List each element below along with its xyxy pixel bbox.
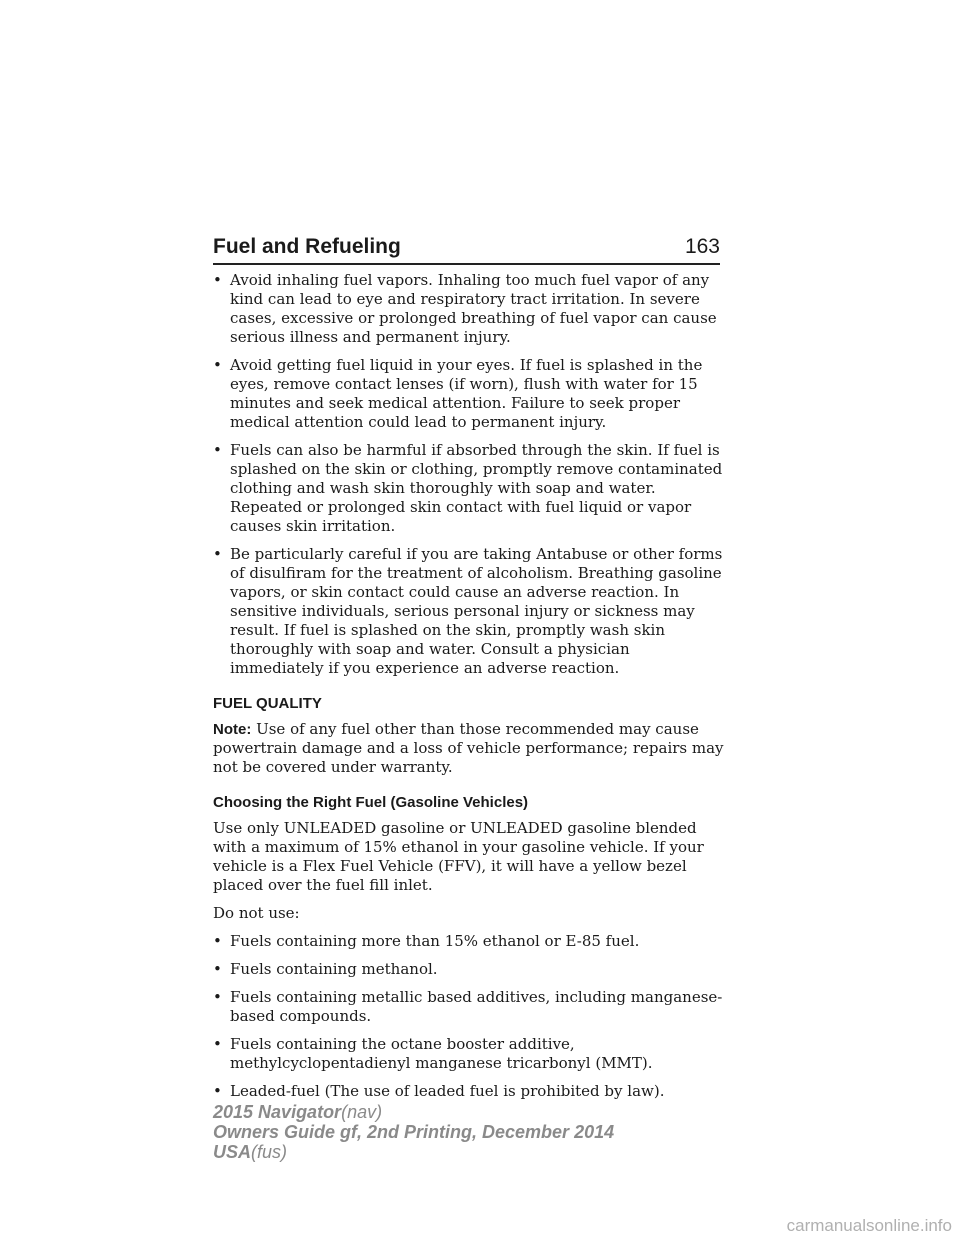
list-item-text: Avoid getting fuel liquid in your eyes. If fuel is splashed in the eyes, remove contact lenses (if worn), flush with water for 15 minutes and seek medical attention. Failure to seek proper medical attention could lead to permanent injury. <box>230 356 703 431</box>
bullet-icon: • <box>213 441 222 459</box>
footer-guide: Owners Guide gf, 2nd Printing, December 2014 <box>213 1122 615 1142</box>
list-item <box>213 1082 725 1101</box>
list-item-text: Fuels containing metallic based additives, including manganese-based compounds. <box>230 988 723 1025</box>
bullet-icon: • <box>213 1035 222 1053</box>
watermark: carmanualsonline.info <box>786 1216 952 1235</box>
list-item-text: Fuels containing methanol. <box>230 960 438 978</box>
footer-model-code: (nav) <box>341 1102 383 1122</box>
note-text: Use of any fuel other than those recommended may cause powertrain damage and a loss of vehicle performance; repairs may not be covered under warranty. <box>213 720 724 776</box>
list-item-text: Avoid inhaling fuel vapors. Inhaling too much fuel vapor of any kind can lead to eye and respiratory tract irritation. In severe cases, excessive or prolonged breathing of fuel vapor can cause serious illness and permanent injury. <box>230 271 717 346</box>
bullet-icon: • <box>213 960 222 978</box>
note-label: Note: <box>213 721 252 738</box>
list-item <box>213 271 725 347</box>
list-item <box>213 960 725 979</box>
bullet-icon: • <box>213 1082 222 1100</box>
footer-model: 2015 Navigator <box>213 1102 342 1122</box>
list-item-text: Be particularly careful if you are taking Antabuse or other forms of disulfiram for the treatment of alcoholism. Breathing gasoline vapors, or skin contact could cause an adverse reaction. In sensitive individuals, serious personal injury or sickness may result. If fuel is splashed on the skin, promptly wash skin thoroughly with soap and water. Consult a physician immediately if you experience an adverse reaction. <box>230 545 723 677</box>
section-title: Fuel and Refueling <box>213 235 401 258</box>
list-item <box>213 988 725 1026</box>
page-number: 163 <box>684 235 720 258</box>
bullet-icon: • <box>213 988 222 1006</box>
choosing-fuel-heading: Choosing the Right Fuel (Gasoline Vehicles) <box>213 794 529 811</box>
do-not-use-label: Do not use: <box>213 904 300 922</box>
list-item <box>213 1035 725 1073</box>
list-item <box>213 441 725 536</box>
bullet-icon: • <box>213 271 222 289</box>
list-item-text: Fuels containing the octane booster additive, methylcyclopentadienyl manganese tricarbonyl (MMT). <box>230 1035 653 1072</box>
list-item <box>213 356 725 432</box>
list-item-text: Leaded-fuel (The use of leaded fuel is prohibited by law). <box>230 1082 665 1100</box>
note-paragraph <box>213 720 725 777</box>
page-header <box>213 229 720 265</box>
page-footer <box>213 1102 614 1162</box>
bullet-icon: • <box>213 932 222 950</box>
fuel-quality-heading: FUEL QUALITY <box>213 695 322 712</box>
bullet-icon: • <box>213 356 222 374</box>
list-item-text: Fuels can also be harmful if absorbed through the skin. If fuel is splashed on the skin or clothing, promptly remove contaminated clothing and wash skin thoroughly with soap and water. Repeated or prolonged skin contact with fuel liquid or vapor causes skin irritation. <box>230 441 723 535</box>
footer-region-code: (fus) <box>251 1142 288 1162</box>
footer-region-line <box>213 1142 614 1162</box>
choosing-paragraph: Use only UNLEADED gasoline or UNLEADED gasoline blended with a maximum of 15% ethanol in your gasoline vehicle. If your vehicle is a Flex Fuel Vehicle (FFV), it will have a yellow bezel placed over the fuel fill inlet. <box>213 819 704 894</box>
list-item <box>213 932 725 951</box>
list-item-text: Fuels containing more than 15% ethanol or E-85 fuel. <box>230 932 640 950</box>
list-item <box>213 545 725 678</box>
footer-model-line <box>213 1102 614 1122</box>
page-content <box>213 271 725 1110</box>
footer-region: USA <box>213 1142 252 1162</box>
bullet-icon: • <box>213 545 222 563</box>
